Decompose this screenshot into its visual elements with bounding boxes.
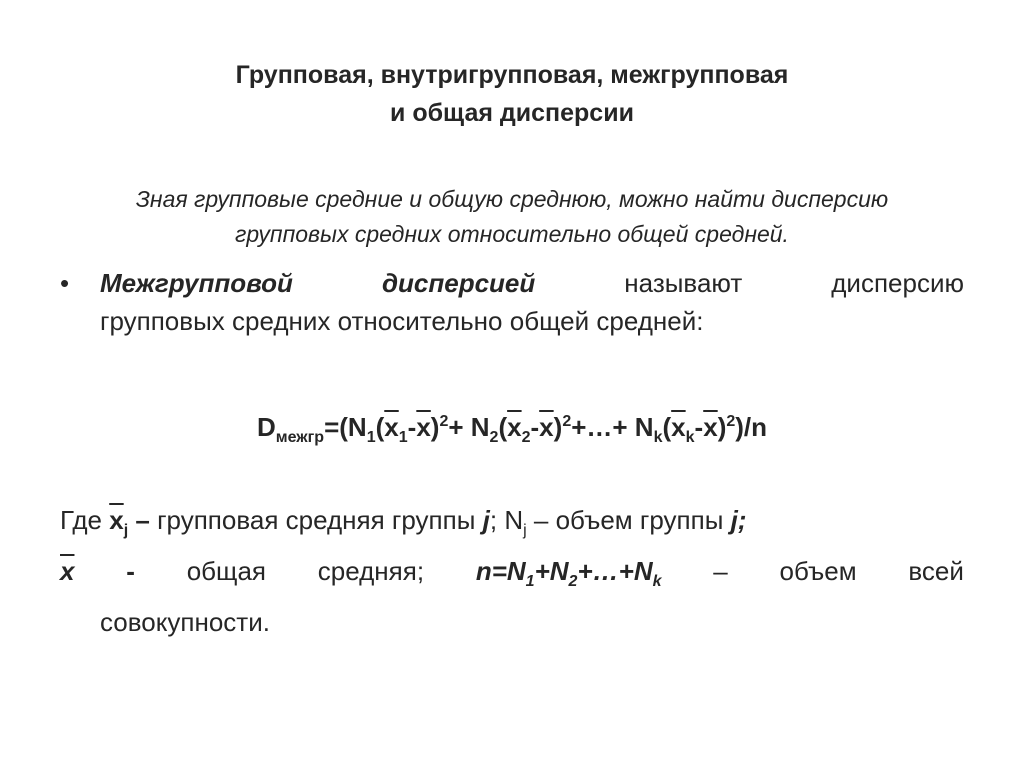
definition-line-2: групповых средних относительно общей средней: — [100, 306, 704, 336]
formula-xbar-2: $\overline{x}$ — [539, 412, 554, 442]
notation-explanation — [60, 500, 964, 642]
definition-line-1 — [100, 264, 964, 302]
formula-minus-k: - — [694, 412, 704, 442]
dash-1: – — [135, 505, 150, 535]
group-volume-text: – объем группы — [533, 505, 724, 535]
intro-text — [60, 182, 964, 252]
formula-n2-sub: 2 — [489, 429, 499, 446]
title-line-2: и общая дисперсии — [390, 99, 634, 127]
where-lead: Где — [60, 505, 102, 535]
slide-title — [100, 56, 924, 132]
word-volume: объем — [779, 556, 857, 586]
formula-x1-bar: $\overline{x}$ — [384, 412, 399, 442]
group-mean-sub: j — [123, 522, 129, 539]
formula-d: D — [256, 412, 276, 442]
formula-close-1: ) — [430, 412, 440, 442]
term-word-1: Межгрупповой — [100, 268, 293, 298]
formula-xk-bar: $\overline{x}$ — [671, 412, 686, 442]
notation-row-2 — [60, 551, 964, 602]
formula-close-2: ) — [553, 412, 563, 442]
notation-row-1 — [60, 500, 964, 551]
definition-word-1: называют — [624, 268, 743, 298]
formula-d-sub: межгр — [275, 429, 325, 446]
title-line-1: Групповая, внутригрупповая, межгрупповая — [235, 61, 789, 89]
definition-text — [100, 264, 964, 340]
formula-close-k: ) — [717, 412, 727, 442]
intro-line-1: Зная групповые средние и общую среднюю, можно найти дисперсию — [135, 186, 889, 212]
formula-minus-1: - — [407, 412, 417, 442]
n-sum-dots: +…+N — [577, 556, 653, 586]
dash-2: – — [713, 556, 728, 586]
n-symbol: N — [504, 505, 524, 535]
minus-sign: - — [126, 556, 135, 586]
bullet-marker: • — [60, 268, 70, 298]
overall-mean-symbol: $\overline{x}$ — [60, 556, 75, 586]
formula-x1-sub: 1 — [398, 429, 408, 446]
definition-word-2: дисперсию — [831, 268, 964, 298]
formula-sq-1: 2 — [439, 413, 449, 430]
j-symbol-1: j — [482, 505, 490, 535]
formula-dots-nk: +…+ N — [571, 412, 654, 442]
word-general: общая — [186, 556, 266, 586]
n-sum-sub-k: k — [652, 573, 662, 590]
intro-line-2: групповых средних относительно общей средней. — [235, 221, 789, 247]
n-sum-formula — [476, 551, 662, 602]
formula-eq-open: =(N — [324, 412, 367, 442]
formula-paren-2: ( — [498, 412, 508, 442]
formula-plus-n2: + N — [448, 412, 490, 442]
formula-xbar-1: $\overline{x}$ — [416, 412, 431, 442]
formula-minus-2: - — [530, 412, 540, 442]
word-whole: всей — [908, 556, 964, 586]
formula-nk-sub: k — [653, 429, 663, 446]
formula-sq-k: 2 — [726, 413, 736, 430]
word-mean: средняя; — [317, 556, 425, 586]
formula-n1-sub: 1 — [366, 429, 376, 446]
n-sub: j — [523, 522, 527, 539]
j-symbol-2: j; — [730, 505, 747, 535]
n-sum-sub-1: 1 — [525, 573, 535, 590]
n-sum-plus: +N — [534, 556, 569, 586]
formula-xk-sub: k — [685, 429, 695, 446]
definition-bullet — [60, 264, 964, 340]
formula-sq-2: 2 — [562, 413, 572, 430]
formula-xbar-k: $\overline{x}$ — [703, 412, 718, 442]
group-mean-symbol: $\overline{x}$ — [109, 505, 124, 535]
formula-tail: )/n — [735, 412, 768, 442]
term-word-2: дисперсией — [381, 268, 536, 298]
formula-x2-sub: 2 — [521, 429, 531, 446]
notation-row-3: совокупности. — [100, 607, 270, 637]
n-sum-sub-2: 2 — [568, 573, 578, 590]
formula-paren-k: ( — [662, 412, 672, 442]
semicolon-1: ; — [489, 505, 498, 535]
formula-paren-1: ( — [375, 412, 385, 442]
formula-x2-bar: $\overline{x}$ — [507, 412, 522, 442]
group-mean-text: групповая средняя группы — [157, 505, 476, 535]
n-eq: n=N — [475, 556, 526, 586]
intergroup-variance-formula — [60, 402, 964, 458]
